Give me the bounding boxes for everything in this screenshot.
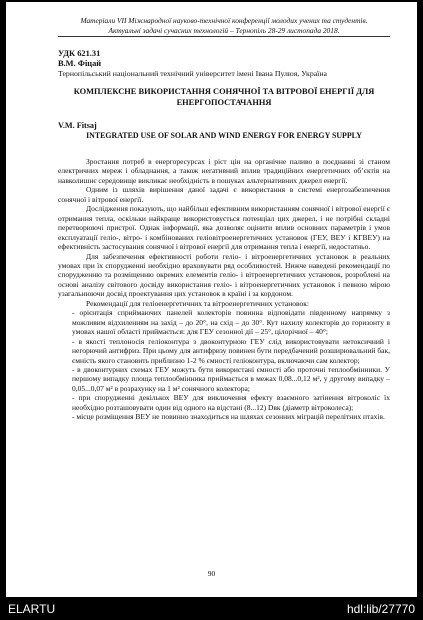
running-header [58,16,390,37]
handle-id: hdl:lib/27770 [346,602,415,616]
paragraph: Рекомендації для геліоенергетичних та вітроенергетичних установок: [86,298,309,308]
bullet-item: - місце розміщення ВЕУ не повинно знаходиться на шляхах сезонних міграцій перелітних птахів. [72,412,385,422]
page-number: 90 [207,569,216,578]
bullet-item: - орієнтація сприймаючих панелей колекторів повинна відповідати південному напрямку з можливим відхиленням на захід – до 20°, на схід – до 30°. Кут нахилу колекторів до горизонту в умовах нашої області приймається: для ГЕУ сезонної дії – 25°, цілорічної – 40°; [72,308,390,337]
paper-title-uk: КОМПЛЕКСНЕ ВИКОРИСТАННЯ СОНЯЧНОЇ ТА ВІТРОВОЇ ЕНЕРГІЇ ДЛЯ ЕНЕРГОПОСТАЧАННЯ [73,87,375,107]
paper-body [58,157,390,422]
header-line-1: Матеріали VII Міжнародної науково-технічної конференції молодих учених та студентів. [80,16,368,25]
repository-footer [0,602,423,618]
bullet-item: - в якості теплоносія геліоконтура з двоконтурною ГЕУ слід використовувати нетоксичний і негорючий антифриз. При цьому для антифризу повинен бути передбачений розширювальний бак, ємність якого становить приблизно 1-2 % ємності геліоконтура, включаючи сам колектор; [72,336,390,365]
paragraph: Зростання потреб в енергоресурсах і ріст цін на органічне паливо в поєднанні зі станом електричних мереж і обладнання, а також негативний вплив традиційних енергетичних об’єктів на навколишнє середовище викликає необхідність в пошуках альтернативних джерел енергії. [58,157,390,185]
paragraph: Для забезпечення ефективності роботи геліо- і вітроенергетичних установок в реальних умовах при їх спорудженні необхідно враховувати ряд особливостей. Нижче наведені рекомендації по спорудженню та розміщенню окремих елементів геліо- і вітроенергетичних установок, розроблені на основі аналізу світового досвіду використання геліо- і вітроенергетичних установок і певною мірою узагальнюючи досвід проектування цих установок в країні і за кордоном. [58,251,390,299]
affiliation: Тернопільський національний технічний університет імені Івана Пулюя, Україна [58,69,327,78]
repository-name: ELARTU [8,602,56,616]
paper-title-en: INTEGRATED USE OF SOLAR AND WIND ENERGY FOR ENERGY SUPPLY [86,131,362,140]
bullet-item: - при спорудженні декількох ВЕУ для виключення ефекту взаємного затінення вітроколіс їх необхідно розташовувати один від одного на відстані (8...12) Dвк (діаметр вітроколеса); [72,393,390,412]
author-name-en: V.M. Fitsaj [58,121,97,130]
paper-page [6,2,417,597]
paragraph: Одним із шляхів вирішення даної задачі є використання в системі енергозабезпечення сонячної і вітрової енергії. [58,185,390,204]
author-name: В.М. Фіцай [58,59,102,68]
header-line-2: Актуальні задачі сучасних технологій – Тернопіль 28-29 листопада 2018. [108,25,340,35]
bullet-item: - в двоконтурних схемах ГЕУ можуть бути використані ємності або проточні теплообмінники. У першому випадку площа теплообмінника приймається в межах 0,08...0,12 м², у другому випадку – 0,05...0,07 м² в розрахунку на 1 м² сонячного колектора; [72,364,390,393]
udc-code: УДК 621.31 [58,49,101,58]
paragraph: Дослідження показують, що найбільш ефективним використанням сонячної і вітрової енергії є отримання тепла, оскільки найкраще використовується потенціал цих джерел, і не потрібні складні перетворюючі пристрої. Однак інформації, яка дозволяє оцінити вплив основних параметрів і умов експлуатації геліо-, вітро- і комбінованих геліовітроенергетичних установок (ГЕУ, ВЕУ і КГВЕУ) на ефективність застосування сонячної і вітрової енергії для отримання тепла і енергії, недостатньо. [58,204,390,252]
